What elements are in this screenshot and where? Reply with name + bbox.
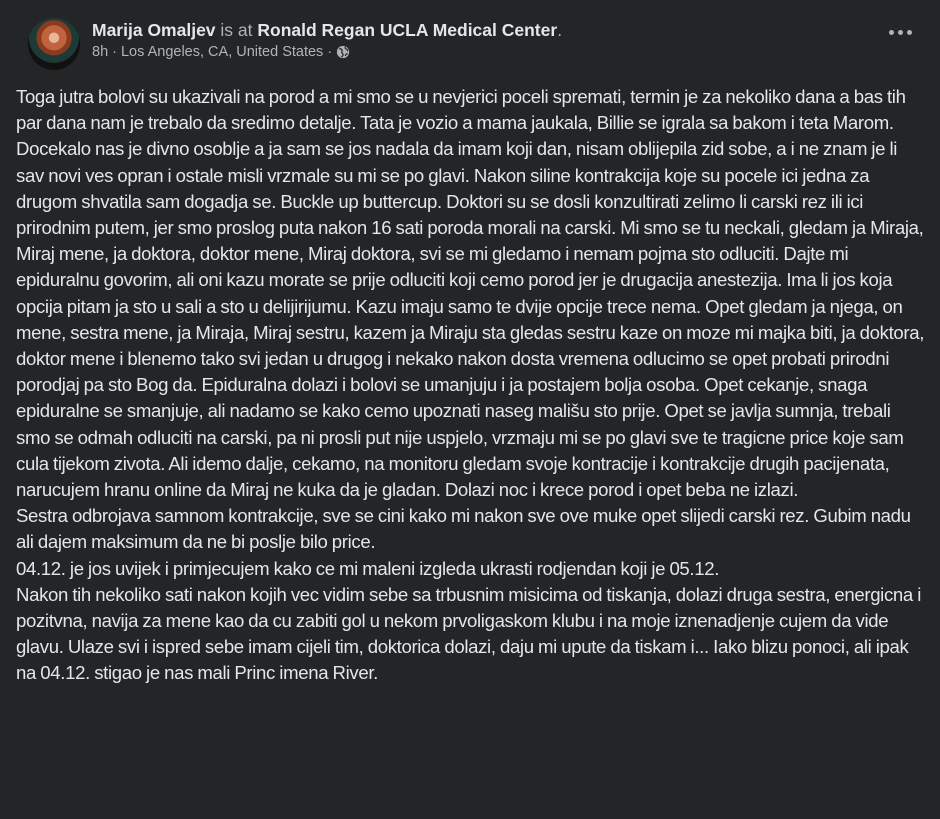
author-avatar[interactable] bbox=[28, 18, 80, 70]
separator-dot: · bbox=[327, 44, 333, 60]
post-paragraph: Sestra odbrojava samnom kontrakcije, sve se cini kako mi nakon sve ove muke opet slijedi carski rez. Gubim nadu ali dajem maksimum da ne bi poslje bilo price. bbox=[16, 505, 911, 553]
check-in-connector: is at bbox=[215, 20, 258, 40]
post-paragraph: 04.12. je jos uvijek i primjecujem kako ce mi maleni izgleda ukrasti rodjendan koji je 05.12. bbox=[16, 557, 720, 579]
post-location-link[interactable]: Los Angeles, CA, United States bbox=[120, 44, 324, 60]
globe-icon[interactable] bbox=[336, 45, 350, 59]
post-title-line bbox=[92, 18, 562, 42]
more-options-button[interactable] bbox=[882, 22, 918, 42]
post-subline bbox=[92, 44, 562, 60]
more-options-dot bbox=[907, 30, 912, 35]
place-link[interactable]: Ronald Regan UCLA Medical Center bbox=[257, 20, 558, 40]
post-paragraph: Nakon tih nekoliko sati nakon kojih vec vidim sebe sa trbusnim misicima od tiskanja, dolazi druga sestra, energicna i pozitvna, navija za mene kao da cu zabiti gol u nekom prvoligaskom klubu i na moje iznenadjenje cujem da vide glavu. Ulaze svi i ispred sebe imam cijeli tim, doktorica dolazi, daju mi upute da tiskam i... Iako blizu ponoci, ali ipak na 04.12. stigao je nas mali Princ imena River. bbox=[16, 583, 921, 684]
title-period: . bbox=[557, 20, 563, 40]
post-header bbox=[24, 14, 940, 76]
post-meta bbox=[92, 18, 562, 60]
post-paragraph: Toga jutra bolovi su ukazivali na porod a mi smo se u nevjerici poceli spremati, termin je za nekoliko dana a bas tih par dana nam je trebalo da sredimo detalje. Tata je vozio a mama jaukala, Billie se igrala sa bakom i teta Marom. Docekalo nas je divno osoblje a ja sam se jos nadala da imam koji dan, nisam oblijepila zid sobe, a i ne znam je li sav novi ves opran i ostale misli vrzmale su mi se po glavi. Nakon siline kontrakcija koje su pocele ici jedna za drugom shvatila sam dogadja se. Buckle up buttercup. Doktori su se dosli konzultirati zelimo li carski rez ili ici prirodnim putem, jer smo proslog puta nakon 16 sati poroda morali na carski. Mi smo se tu neckali, gledam ja Miraja, Miraj mene, ja doktora, doktor mene, Miraj doktora, svi se mi gledamo i nemam pojma sto odluciti. Dajte mi epiduralnu govorim, ali oni kazu morate se prije odluciti koji cemo porod jer je drugacija anestezija. Ima li jos koja opcija pitam ja sto u sali a sto u delijirijumu. Kazu imaju samo te dvije opcije trece nema. Opet gledam ja njega, on mene, sestra mene, ja Miraja, Miraj sestru, kazem ja Miraju sta gledas sestru kaze on moze mi majka biti, ja doktora, doktor mene i blenemo tako svi jedan u drugog i nekako nakon dosta vremena odlucimo se opet probati prirodni porodjaj pa sto Bog da. Epiduralna dolazi i bolovi se umanjuju i ja postajem bolja osoba. Opet cekanje, snaga epiduralne se smanjuje, ali nadamo se kako cemo upoznati naseg mališu sto prije. Opet se javlja sumnja, trebali smo se odmah odluciti na carski, pa ni prosli put nije uspjelo, vrzmaju mi se po glavi sve te tragicne price koje sam cula tijekom zivota. Ali idemo dalje, cekamo, na monitoru gledam svoje kontracije i kontrakcije drugih pacijenata, narucujem hranu online da Miraj ne kuka da je gladan. Dolazi noc i krece porod i opet beba ne izlazi. bbox=[16, 86, 925, 501]
more-options-dot bbox=[898, 30, 903, 35]
more-options-icon bbox=[889, 30, 894, 35]
separator-dot: · bbox=[112, 44, 117, 60]
post-timestamp-link[interactable]: 8h bbox=[92, 44, 109, 60]
author-name-link[interactable]: Marija Omaljev bbox=[92, 20, 216, 40]
post-body bbox=[16, 84, 928, 687]
